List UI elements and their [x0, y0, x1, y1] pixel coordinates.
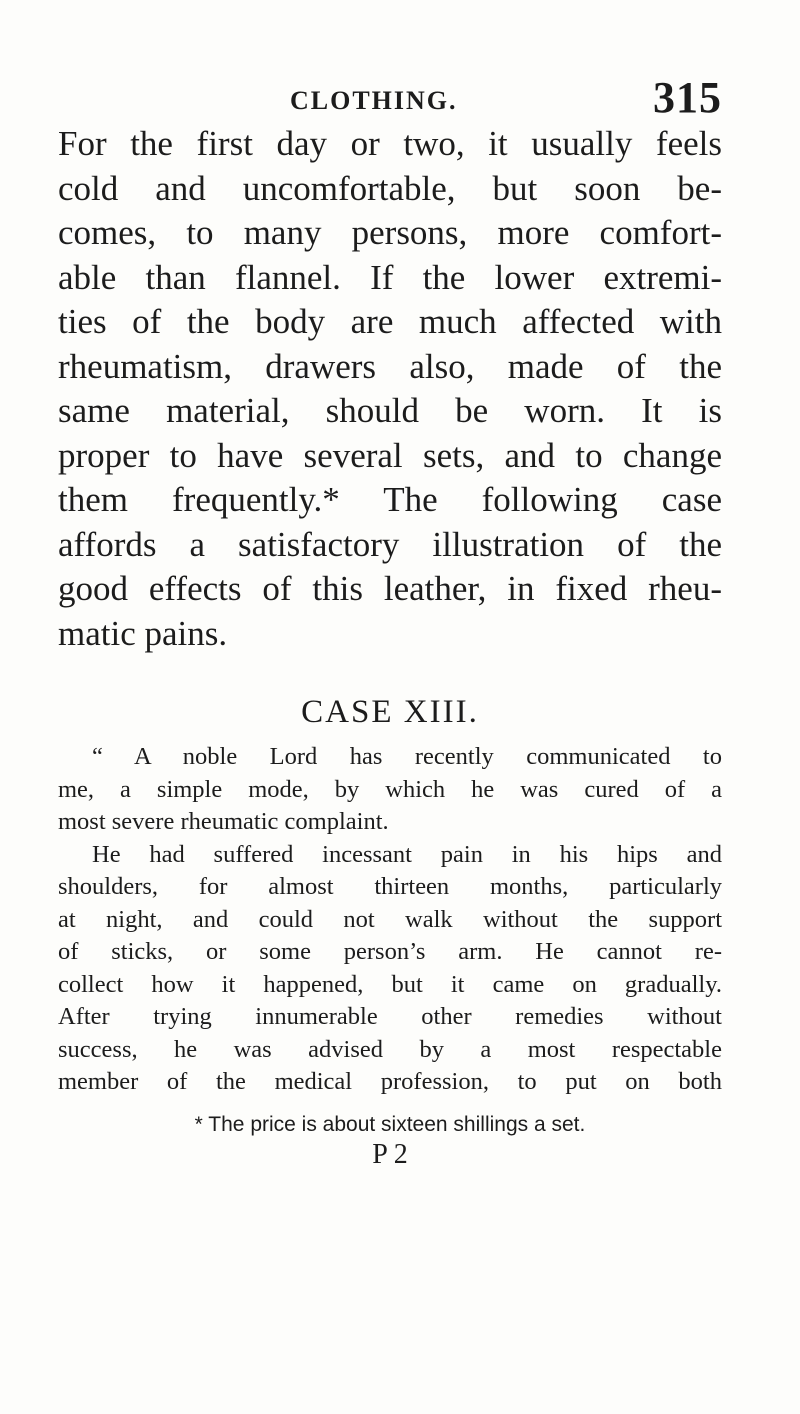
quote-line: collect how it happened, but it came on gradually.: [58, 970, 722, 998]
quote-line: me, a simple mode, by which he was cured of a: [58, 775, 722, 803]
signature-mark: P 2: [372, 1138, 408, 1170]
main-paragraph: [58, 122, 722, 656]
quote-line: “ A noble Lord has recently communicated to: [92, 743, 722, 770]
quote-line: member of the medical profession, to put on both: [58, 1068, 722, 1095]
book-page: [58, 72, 722, 1171]
quote-line: at night, and could not walk without the support: [58, 905, 722, 933]
text-line: proper to have several sets, and to change: [58, 435, 722, 475]
quote-line: of sticks, or some person’s arm. He cannot re-: [58, 938, 722, 965]
text-line: them frequently.* The following case: [58, 480, 722, 519]
text-line: cold and uncomfortable, but soon be-: [58, 168, 722, 208]
text-line: comes, to many persons, more comfort-: [58, 213, 722, 252]
text-line: rheumatism, drawers also, made of the: [58, 346, 722, 386]
text-line: ties of the body are much affected with: [58, 302, 722, 341]
footnote: * The price is about sixteen shillings a set.: [194, 1112, 586, 1136]
text-line: same material, should be worn. It is: [58, 391, 722, 430]
text-line: affords a satisfactory illustration of the: [58, 524, 722, 564]
page-number: 315: [653, 73, 722, 122]
quote-line: success, he was advised by a most respectable: [58, 1035, 722, 1063]
quote-line: most severe rheumatic complaint.: [58, 808, 389, 835]
quote-line: shoulders, for almost thirteen months, particularly: [58, 873, 722, 900]
text-line: able than flannel. If the lower extremi-: [58, 257, 722, 297]
case-heading: CASE XIII.: [301, 694, 479, 730]
text-line: matic pains.: [58, 613, 228, 653]
quote-line: He had suffered incessant pain in his hips and: [92, 840, 722, 868]
quote-line: After trying innumerable other remedies without: [58, 1003, 722, 1030]
text-line: good effects of this leather, in fixed rheu-: [58, 569, 722, 608]
running-header: [58, 72, 722, 120]
text-line: For the first day or two, it usually feels: [58, 124, 722, 163]
case-quote: [58, 741, 722, 1099]
running-title: CLOTHING.: [290, 86, 458, 115]
